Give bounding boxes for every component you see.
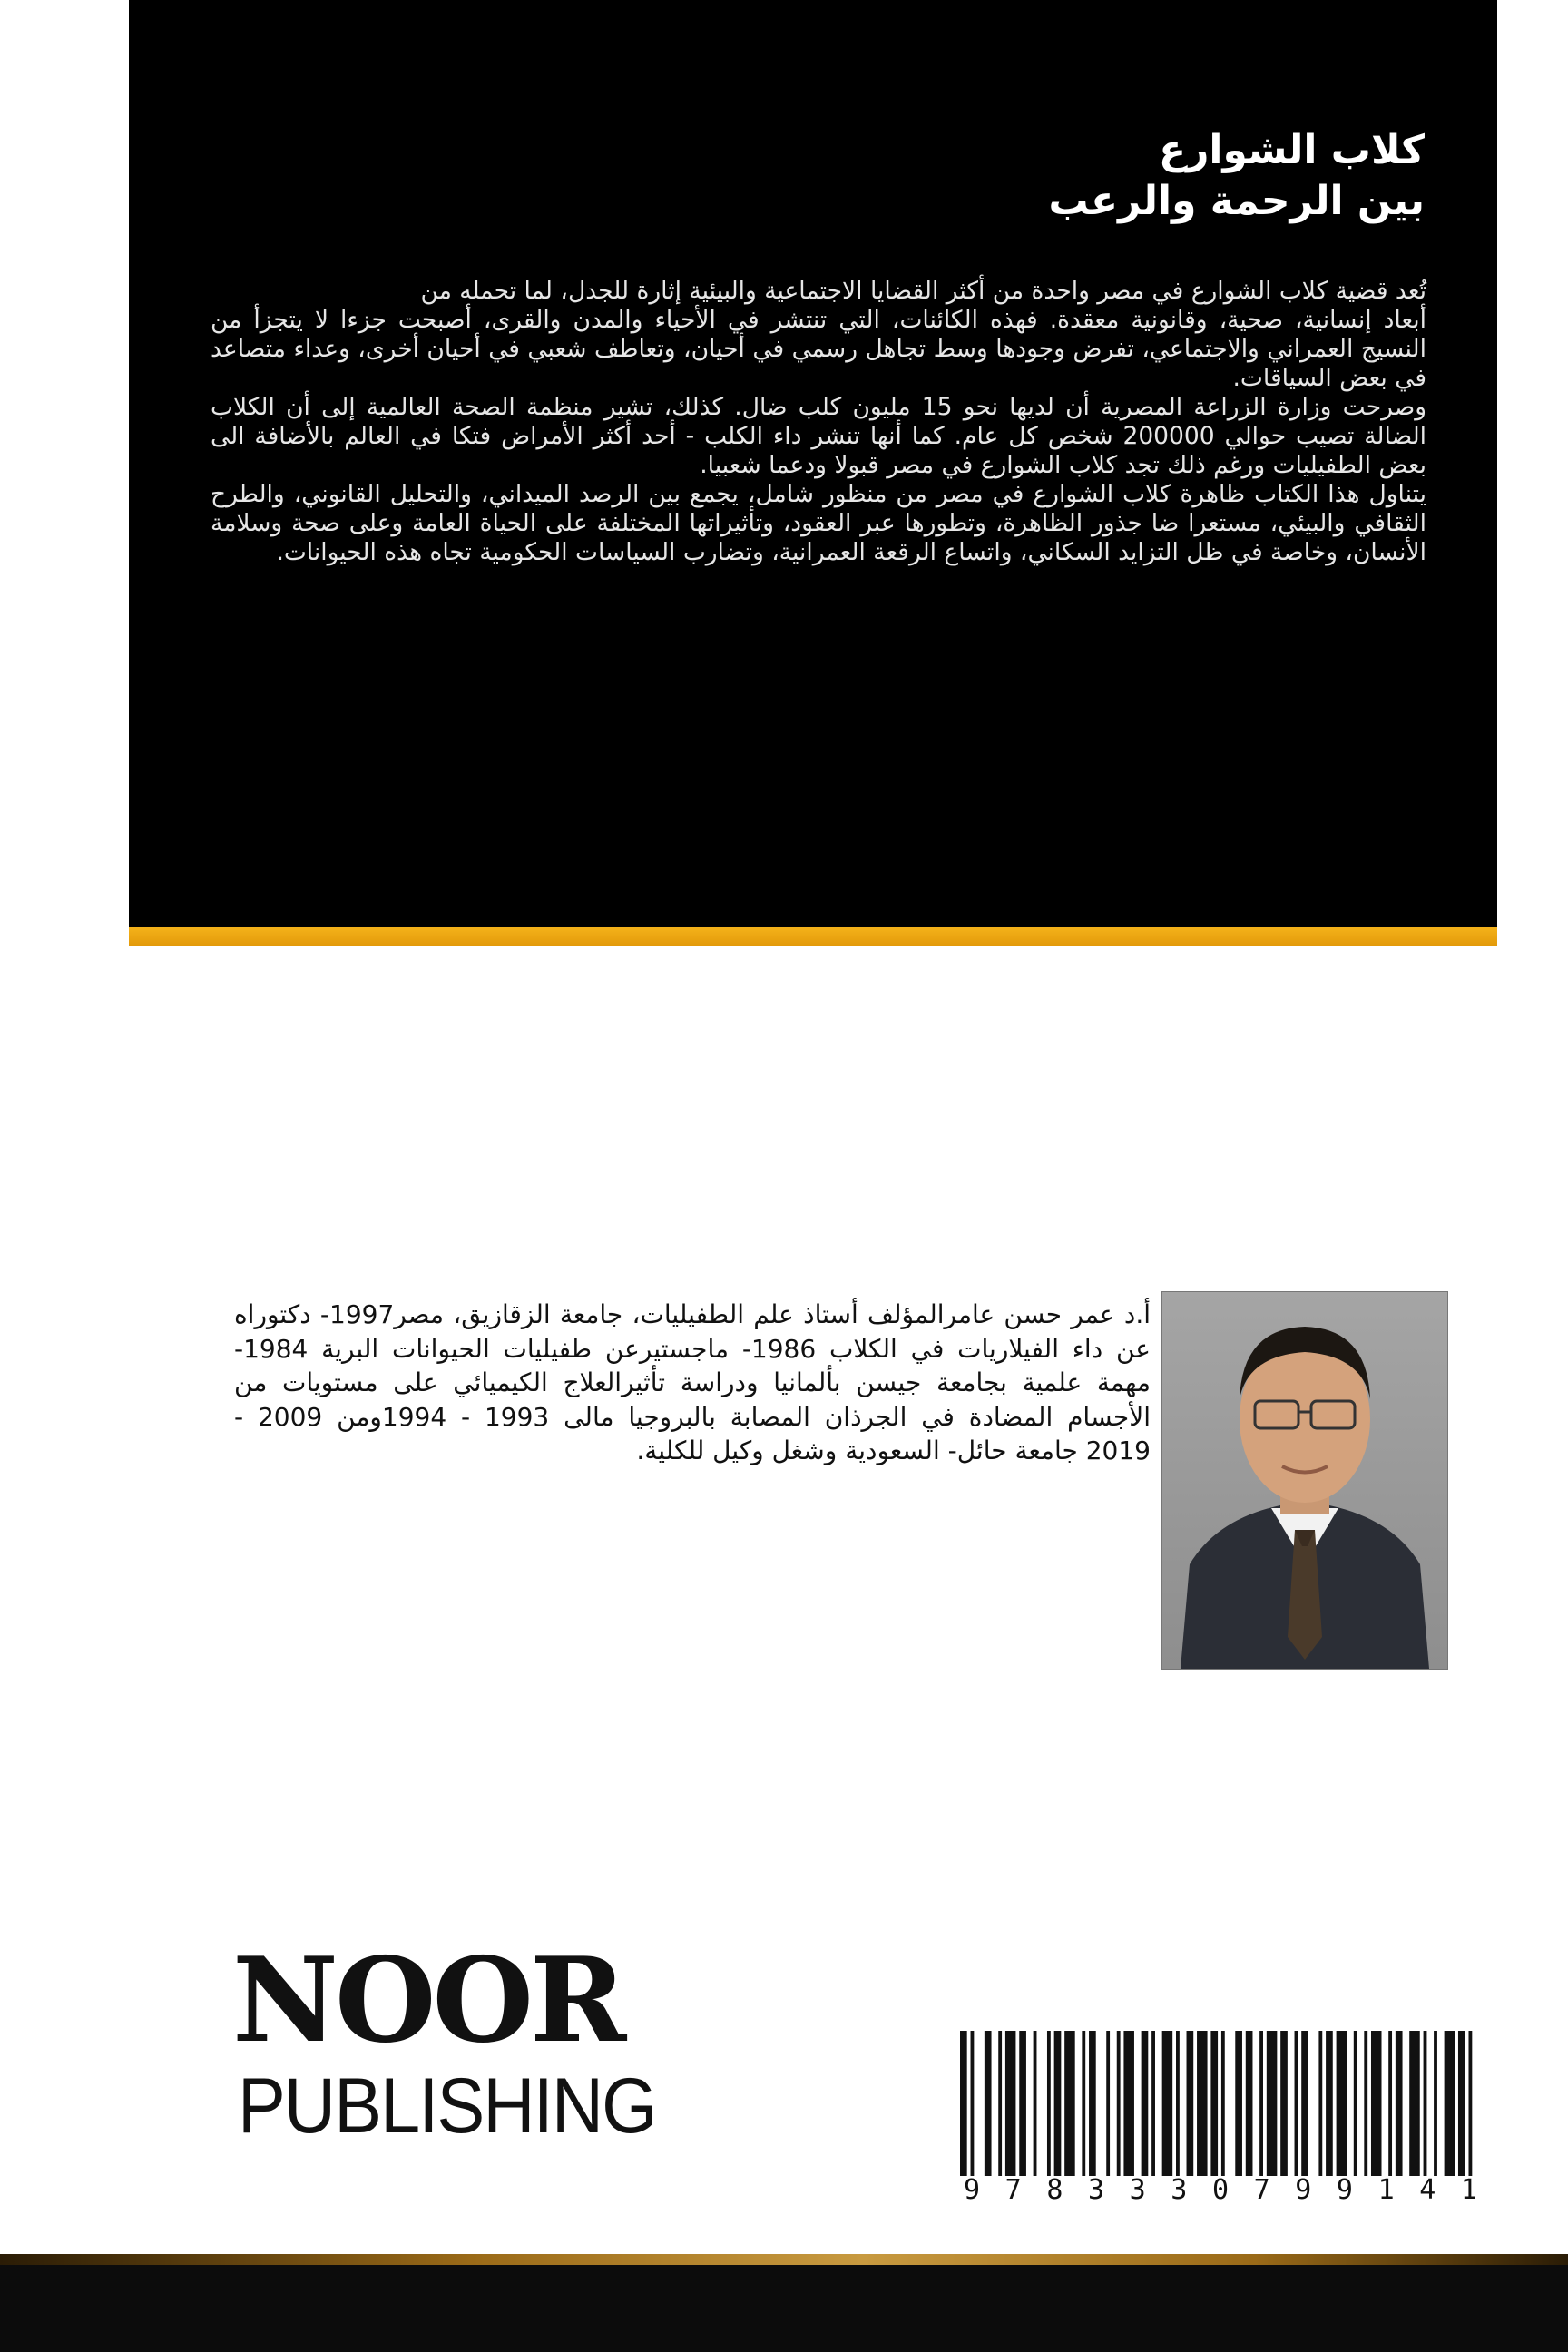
isbn-digit: 3 <box>1171 2174 1188 2206</box>
isbn-digit: 7 <box>1253 2174 1270 2206</box>
barcode-bar <box>985 2031 992 2176</box>
barcode-bar <box>1152 2031 1155 2176</box>
publisher-logo-publishing: PUBLISHING <box>238 2063 656 2150</box>
barcode-bar <box>1235 2031 1242 2176</box>
barcode-bar <box>1318 2031 1322 2176</box>
barcode-bar <box>1142 2031 1149 2176</box>
isbn-digit: 8 <box>1046 2174 1063 2206</box>
barcode-bar <box>1445 2031 1455 2176</box>
barcode-bar <box>1047 2031 1051 2176</box>
barcode-bar <box>1326 2031 1333 2176</box>
book-title-line2: بين الرحمة والرعب <box>1048 178 1425 224</box>
bottom-dark-strip <box>0 2265 1568 2352</box>
barcode-bar <box>1295 2031 1298 2176</box>
barcode-bar <box>1019 2031 1026 2176</box>
blurb-paragraph: أبعاد إنسانية، صحية، وقانونية معقدة. فهذه الكائنات، التي تنتشر في الأحياء والمدن والقرى، أصبحت جزءا لا يتجزأ من النسيج العمراني والاجتماعي، تفرض وجودها وسط تجاهل رسمي في أحيان، وتعاطف شعبي في أحيان أخرى، وعداء متصاعد في بعض السياقات. <box>211 306 1426 392</box>
barcode-bar <box>1176 2031 1180 2176</box>
isbn-digit: 3 <box>1129 2174 1146 2206</box>
barcode-bar <box>1434 2031 1437 2176</box>
isbn-barcode <box>960 2031 1479 2176</box>
isbn-digit: 1 <box>1460 2174 1477 2206</box>
barcode-bar <box>1267 2031 1278 2176</box>
isbn-digit: 9 <box>1336 2174 1353 2206</box>
isbn-digit: 7 <box>1004 2174 1022 2206</box>
author-portrait-icon <box>1162 1292 1447 1669</box>
barcode-bar <box>1458 2031 1465 2176</box>
blurb-paragraph: وصرحت وزارة الزراعة المصرية أن لديها نحو 15 مليون كلب ضال. كذلك، تشير منظمة الصحة العالمية إلى أن الكلاب الضالة تصيب حوالي 200000 شخص كل عام. كما أنها تنشر داء الكلب - أحد أكثر الأمراض فتكا في العالم بالأضافة الى بعض الطفيليات ورغم ذلك تجد كلاب الشوارع في مصر قبولا ودعما شعبيا. <box>211 393 1427 479</box>
barcode-bar <box>960 2031 967 2176</box>
barcode-bar <box>1089 2031 1096 2176</box>
barcode-bar <box>1246 2031 1253 2176</box>
blurb-text <box>211 277 1426 567</box>
author-photo <box>1161 1291 1448 1670</box>
barcode-bar <box>1197 2031 1208 2176</box>
blurb-paragraph: يتناول هذا الكتاب ظاهرة كلاب الشوارع في مصر من منظور شامل، يجمع بين الرصد الميداني، والتحليل القانوني، والطرح الثقافي والبيئي، مستعرا ضا جذور الظاهرة، وتطورها عبر العقود، وتأثيراتها المختلفة على الحياة العامة وعلى صحة وسلامة الأنسان، وخاصة في ظل التزايد السكاني، واتساع الرقعة العمرانية، وتضارب السياسات الحكومية تجاه هذه الحيوانات. <box>211 480 1426 566</box>
author-bio: أ.د عمر حسن عامرالمؤلف أستاذ علم الطفيليات، جامعة الزقازيق، مصر1997- دكتوراه عن داء الفيلاريات في الكلاب 1986- ماجستيرعن طفيليات الحيوانات البرية 1984- مهمة علمية بجامعة جيسن بألمانيا ودراسة تأثيرالعلاج الكيميائي على مستويات من الأجسام المضادة في الجرذان المصابة بالبروجيا مالى 1993 - 1994ومن 2009 - 2019 جامعة حائل- السعودية وشغل وكيل للكلية. <box>234 1299 1152 1465</box>
book-title <box>953 125 1425 227</box>
barcode-bar <box>1005 2031 1016 2176</box>
barcode-bar <box>1082 2031 1085 2176</box>
barcode-bar <box>1337 2031 1348 2176</box>
barcode-bar <box>1162 2031 1173 2176</box>
isbn-digit: 3 <box>1087 2174 1105 2206</box>
publisher-logo-noor: NOOR <box>232 1933 623 2069</box>
isbn-digit: 4 <box>1419 2174 1436 2206</box>
barcode-bar <box>1054 2031 1062 2176</box>
barcode-bar <box>1409 2031 1420 2176</box>
book-title-line1: كلاب الشوارع <box>1159 127 1425 173</box>
isbn-number <box>964 2174 1477 2206</box>
blurb-paragraph: تُعد قضية كلاب الشوارع في مصر واحدة من أكثر القضايا الاجتماعية والبيئية إثارة للجدل، لما تحمله من <box>420 277 1426 305</box>
barcode-bar <box>1187 2031 1194 2176</box>
barcode-bar <box>1396 2031 1403 2176</box>
barcode-bar <box>1117 2031 1121 2176</box>
barcode-bar <box>1424 2031 1427 2176</box>
barcode-bar <box>1388 2031 1392 2176</box>
barcode-bar <box>998 2031 1002 2176</box>
isbn-digit: 1 <box>1377 2174 1395 2206</box>
accent-band <box>129 927 1497 946</box>
barcode-bar <box>1354 2031 1357 2176</box>
isbn-digit: 0 <box>1211 2174 1229 2206</box>
isbn-digit: 9 <box>964 2174 981 2206</box>
isbn-digit: 9 <box>1295 2174 1312 2206</box>
barcode-bar <box>1106 2031 1110 2176</box>
barcode-bar <box>1259 2031 1263 2176</box>
barcode-bar <box>971 2031 975 2176</box>
barcode-bar <box>1301 2031 1308 2176</box>
barcode-bar <box>1371 2031 1382 2176</box>
barcode-bar <box>1064 2031 1075 2176</box>
barcode-bar <box>1468 2031 1472 2176</box>
barcode-bar <box>1364 2031 1367 2176</box>
barcode-bar <box>1210 2031 1218 2176</box>
barcode-bar <box>1221 2031 1225 2176</box>
barcode-bar <box>1280 2031 1288 2176</box>
barcode-bar <box>1034 2031 1037 2176</box>
barcode-bar <box>1123 2031 1134 2176</box>
